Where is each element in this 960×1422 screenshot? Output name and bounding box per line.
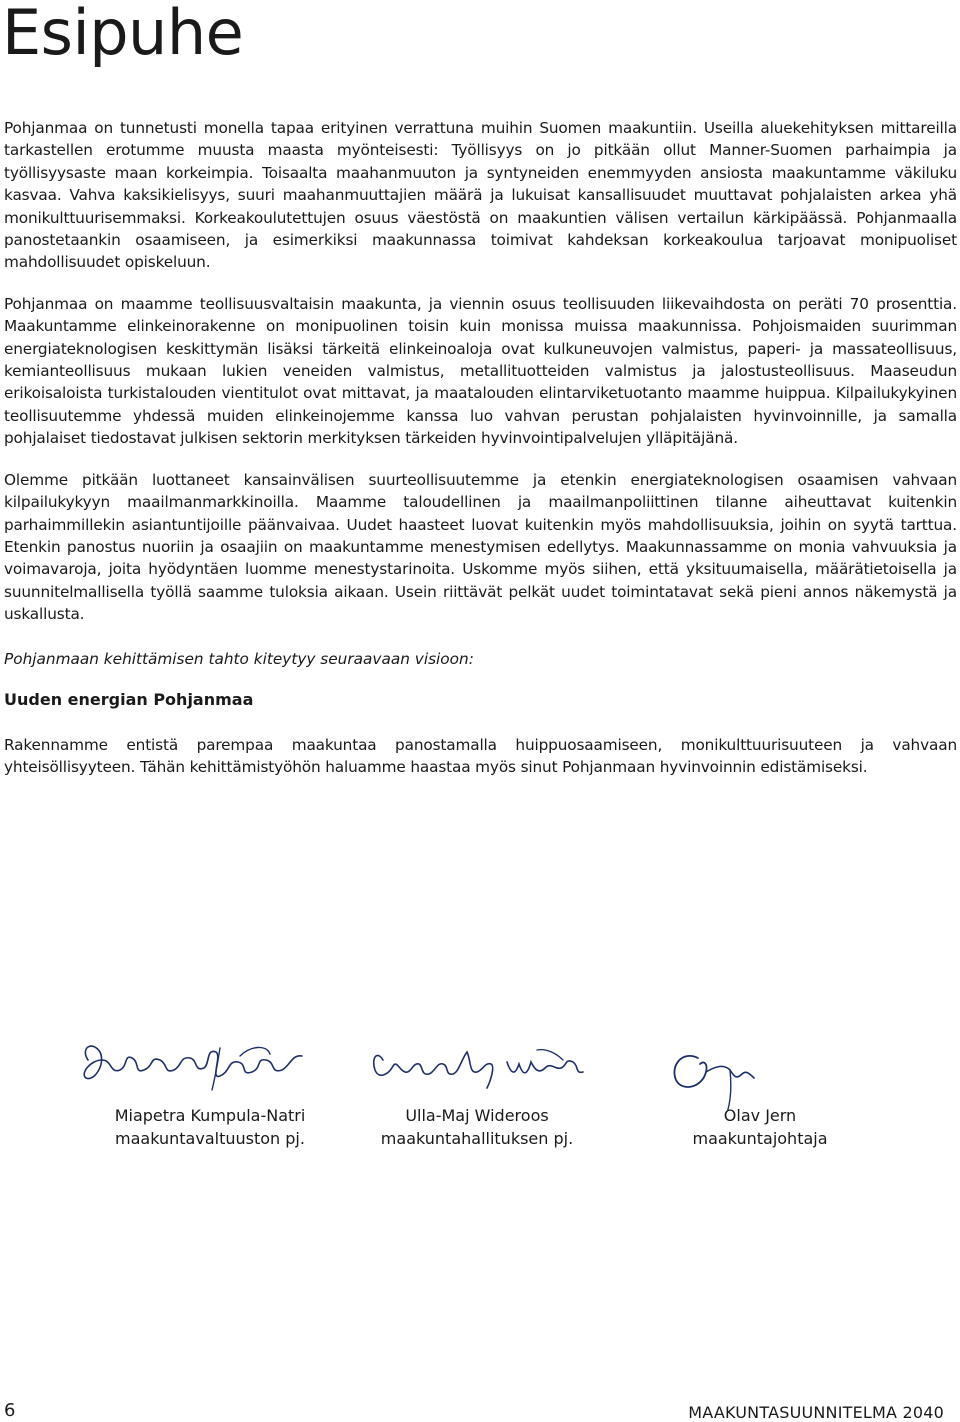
paragraph: Olemme pitkään luottaneet kansainvälisen suurteollisuutemme ja etenkin energiateknologisen osaamisen vahvaan kilpailukykyyn maailmanmarkkinoilla. Maamme taloudellinen ja maailmanpoliittinen tilanne aiheuttavat kuitenkin parhaimmillekin asiantuntijoille päänvaivaa. Uudet haasteet luovat kuitenkin myös mahdollisuuksia, joihin on syytä tarttua. Etenkin panostus nuoriin ja osaajiin on maakuntamme menestymisen edellytys. Maakunnassamme on monia vahvuuksia ja voimavaroja, joita hyödyntäen luomme menestystarinoita. Uskomme myös siihen, että yksituumaisella, määrätietoisella ja suunnitelmallisella työllä saamme tuloksia aikaan. Usein riittävät pelkät uudet toimintatavat sekä pieni annos näkemystä ja uskallusta. bbox=[4, 470, 957, 624]
signature-block-3 bbox=[620, 1030, 900, 1155]
vision-text: Rakennamme entistä parempaa maakuntaa panostamalla huippuosaamiseen, monikulttuurisuuteen ja vahvaan yhteisöllisyyteen. Tähän kehittämistyöhön haluamme haastaa myös sinut Pohjanmaan hyvinvoinnin edistämiseksi. bbox=[4, 736, 957, 777]
signatures bbox=[0, 1030, 960, 1160]
page-number: 6 bbox=[4, 1400, 16, 1421]
body-text bbox=[4, 117, 957, 645]
document-title: MAAKUNTASUUNNITELMA 2040 bbox=[688, 1403, 944, 1422]
paragraph: Pohjanmaa on maamme teollisuusvaltaisin maakunta, ja viennin osuus teollisuuden liikevaihdosta on peräti 70 prosenttia. Maakuntamme elinkeinorakenne on monipuolinen toisin kuin monissa muissa maakunnissa. Pohjoismaiden suurimman energiateknologisen keskittymän lisäksi tärkeitä elinkeinoaloja ovat kulkuneuvojen valmistus, paperi- ja massateollisuus, kemianteollisuus mukaan lukien veneiden valmistus, metallituotteiden valmistus ja jalostusteollisuus. Maaseudun erikoisaloista turkistalouden vientitulot ovat mittavat, ja maatalouden elintarviketuotanto maamme huippua. Kilpailukykyinen teollisuutemme yhdessä muiden elinkeinojemme kanssa luo vahvan perustan pohjalaisten hyvinvoinnille, ja samalla pohjalaiset tiedostavat julkisen sektorin merkityksen tärkeiden hyvinvointipalvelujen ylläpitäjänä. bbox=[4, 294, 957, 448]
vision-intro: Pohjanmaan kehittämisen tahto kiteytyy seuraavaan visioon: bbox=[4, 650, 474, 668]
signatory-name: Miapetra Kumpula-Natri bbox=[114, 1106, 306, 1125]
paragraph: Pohjanmaa on tunnetusti monella tapaa erityinen verrattuna muihin Suomen maakuntiin. Useilla aluekehityksen mittareilla tarkastellen erotumme muusta maasta myönteisesti: Työllisyys on jo pitkään ollut Manner-Suomen parhaimpia ja työllisyysaste maan korkeimpia. Toisaalta maahanmuuton ja syntyneiden enemmyyden ansiosta maakuntamme väkiluku kasvaa. Vahva kaksikielisyys, suuri maahanmuuttajien määrä ja lukuisat kansallisuudet muuttavat pohjalaisten arkea yhä monikulttuurisemmaksi. Korkeakoulutettujen osuus väestöstä on maakuntien välisen vertailun kärkipäässä. Pohjanmaalla panostetaankin osaamiseen, ja esimerkiksi maakunnassa toimivat kahdeksan korkeakoulua tarjoavat monipuoliset mahdollisuudet opiskeluun. bbox=[4, 119, 957, 272]
signatory-role: maakuntavaltuuston pj. bbox=[115, 1129, 305, 1148]
handwritten-signature-2 bbox=[337, 1030, 617, 1110]
signatory-name: Ulla-Maj Wideroos bbox=[405, 1106, 549, 1125]
signatory-name: Olav Jern bbox=[723, 1106, 797, 1125]
handwritten-signature-1 bbox=[70, 1030, 350, 1110]
signature-block-1 bbox=[70, 1030, 350, 1155]
signatory-role: maakuntahallituksen pj. bbox=[380, 1129, 574, 1148]
vision-heading: Uuden energian Pohjanmaa bbox=[4, 690, 254, 709]
signature-block-2 bbox=[337, 1030, 617, 1155]
handwritten-signature-3 bbox=[620, 1030, 900, 1110]
signatory-role: maakuntajohtaja bbox=[692, 1129, 828, 1148]
page-title: Esipuhe bbox=[2, 0, 244, 69]
